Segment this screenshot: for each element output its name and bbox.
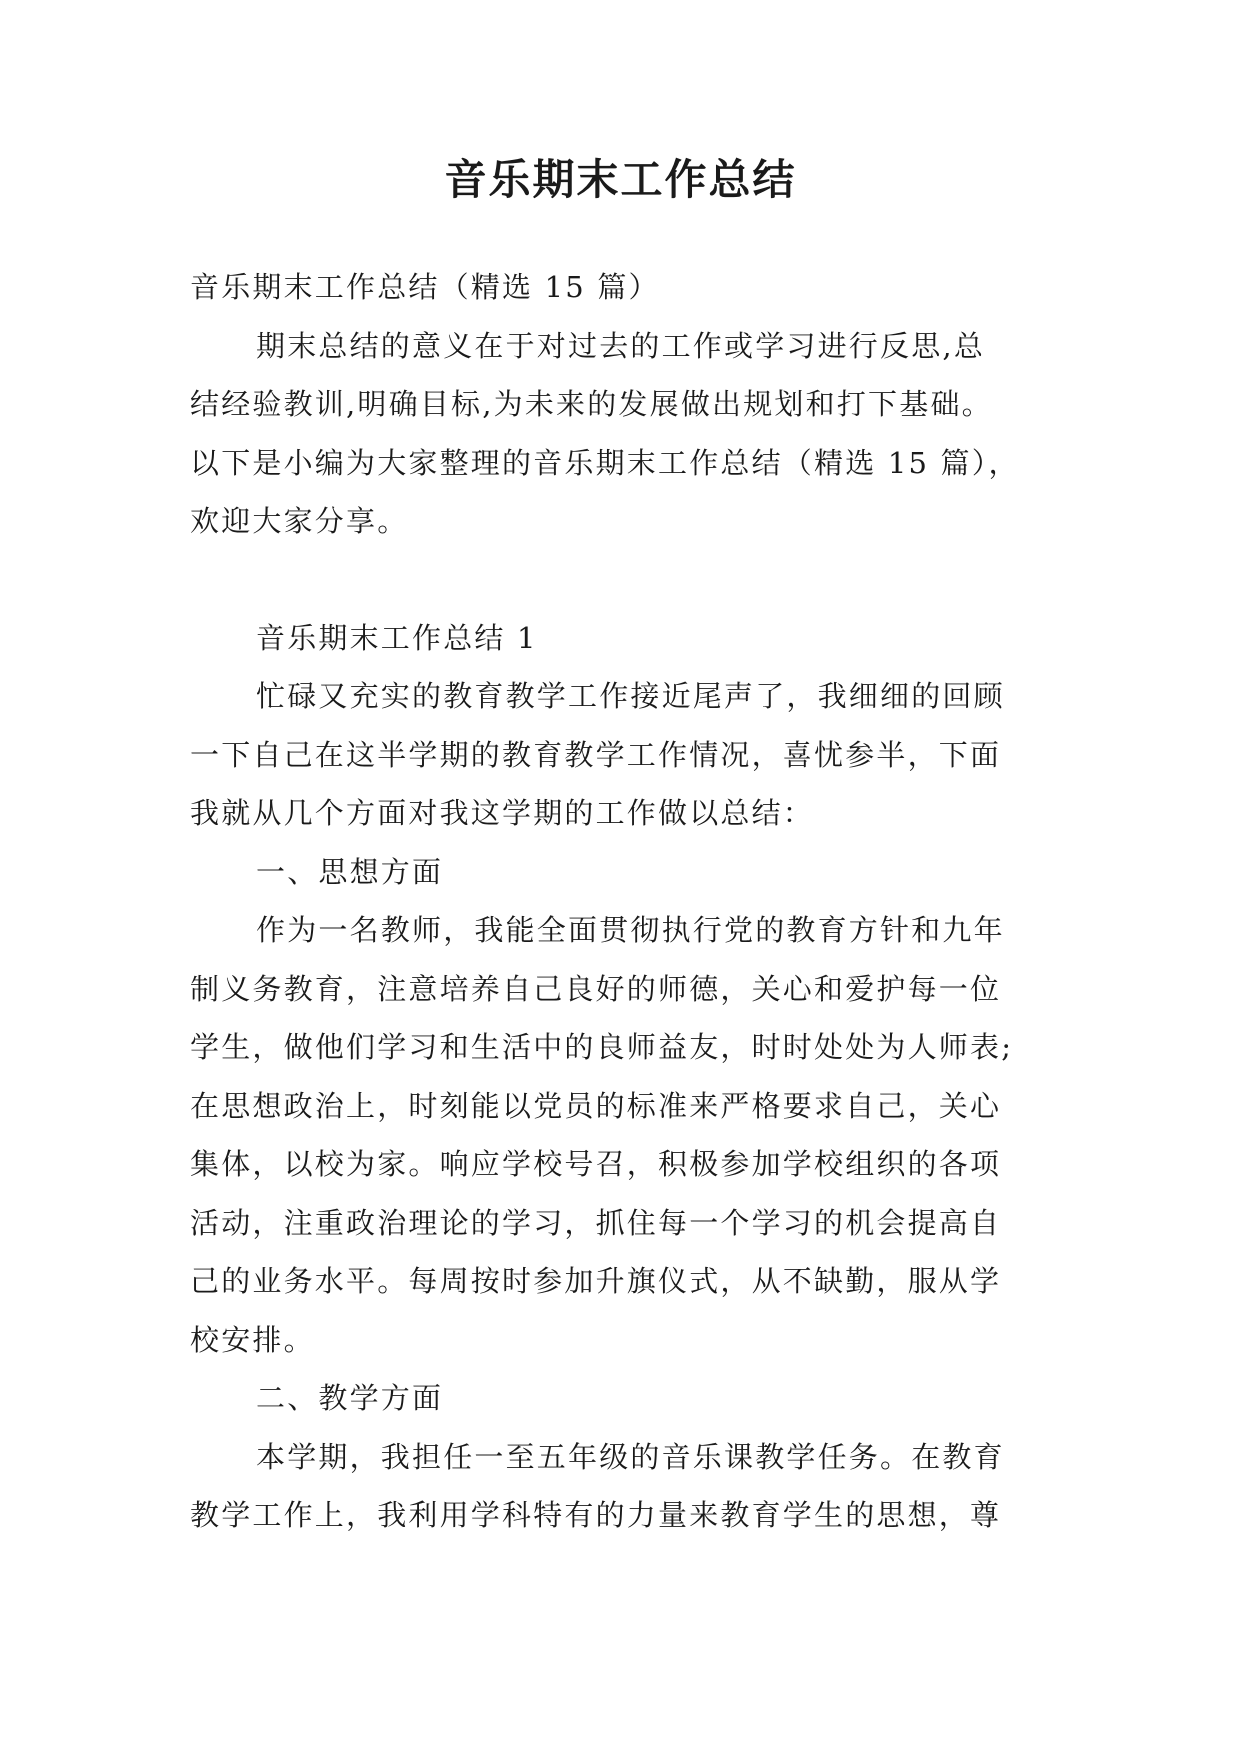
subheading-teaching: 二、教学方面 bbox=[256, 1381, 444, 1415]
paragraph-line: 我就从几个方面对我这学期的工作做以总结： bbox=[190, 796, 815, 830]
document-body bbox=[190, 258, 1050, 1545]
document-title: 音乐期末工作总结 bbox=[444, 155, 797, 204]
section-heading: 音乐期末工作总结 1 bbox=[256, 620, 538, 655]
document-subtitle: 音乐期末工作总结（精选 15 篇） bbox=[190, 270, 660, 304]
paragraph-line: 在思想政治上，时刻能以党员的标准来严格要求自己，关心 bbox=[190, 1088, 1002, 1123]
paragraph-line: 忙碌又充实的教育教学工作接近尾声了，我细细的回顾 bbox=[256, 679, 1005, 713]
paragraph-line: 作为一名教师，我能全面贯彻执行党的教育方针和九年 bbox=[256, 913, 1005, 947]
paragraph-line: 学生，做他们学习和生活中的良师益友，时时处处为人师表; bbox=[190, 1030, 1014, 1064]
paragraph-line: 校安排。 bbox=[190, 1322, 315, 1357]
paragraph-line: 本学期，我担任一至五年级的音乐课教学任务。在教育 bbox=[256, 1439, 1005, 1474]
paragraph-line: 活动，注重政治理论的学习，抓住每一个学习的机会提高自 bbox=[190, 1205, 1002, 1240]
intro-line: 期末总结的意义在于对过去的工作或学习进行反思,总 bbox=[256, 328, 986, 363]
subheading-thought: 一、思想方面 bbox=[256, 854, 444, 889]
paragraph-line: 一下自己在这半学期的教育教学工作情况，喜忧参半，下面 bbox=[190, 737, 1002, 772]
intro-line: 结经验教训,明确目标,为未来的发展做出规划和打下基础。 bbox=[190, 387, 993, 421]
paragraph-line: 教学工作上，我利用学科特有的力量来教育学生的思想，尊 bbox=[190, 1498, 1002, 1532]
paragraph-line: 制义务教育，注意培养自己良好的师德，关心和爱护每一位 bbox=[190, 971, 1002, 1006]
paragraph-gap bbox=[190, 551, 1050, 609]
paragraph-line: 己的业务水平。每周按时参加升旗仪式，从不缺勤，服从学 bbox=[190, 1264, 1002, 1298]
paragraph-line: 集体，以校为家。响应学校号召，积极参加学校组织的各项 bbox=[190, 1147, 1002, 1181]
intro-line: 以下是小编为大家整理的音乐期末工作总结（精选 15 篇）， bbox=[190, 445, 1020, 480]
intro-line: 欢迎大家分享。 bbox=[190, 504, 409, 538]
